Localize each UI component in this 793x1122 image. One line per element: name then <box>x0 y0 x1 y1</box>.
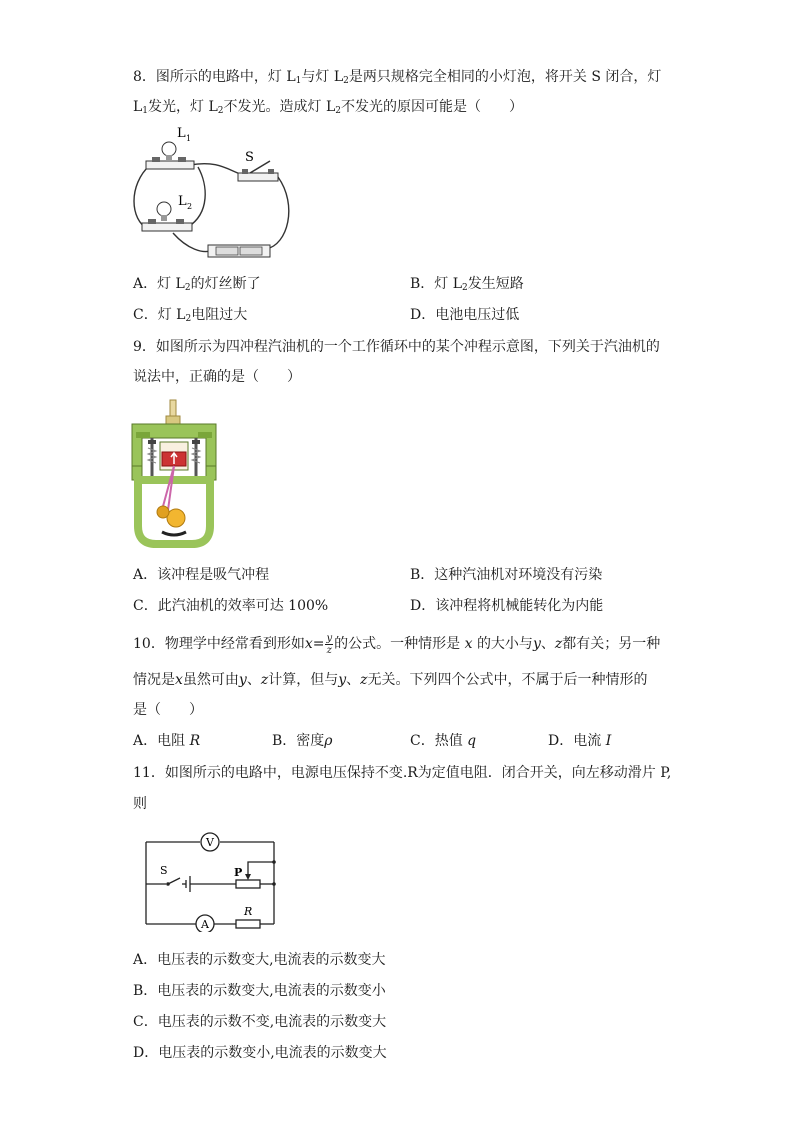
q8-opt-text: C．灯 L <box>133 307 186 323</box>
q10-opt-symbol: ρ <box>324 733 333 749</box>
q8-sub: 2 <box>335 106 341 116</box>
q10-option-d[interactable] <box>548 731 611 751</box>
q8-option-a[interactable] <box>133 274 261 298</box>
q8-stem-line1 <box>133 67 661 91</box>
q8-sub: 2 <box>217 106 224 116</box>
l2-label: L <box>178 194 187 209</box>
q8-opt-text: 电阻过大 <box>191 307 248 323</box>
q8-text: 是两只规格完全相同的小灯泡，将开关 S 闭合，灯 <box>348 69 662 85</box>
slider-arrow-icon <box>245 874 251 880</box>
q8-sub: 1 <box>295 76 302 86</box>
q8-option-d[interactable]: D．电池电压过低 <box>410 307 520 323</box>
q10-opt-text: C．热值 <box>410 733 468 749</box>
q8-sub: 1 <box>142 106 149 116</box>
bulb-icon <box>157 202 171 216</box>
q11-option-a[interactable]: A．电压表的示数变大,电流表的示数变大 <box>133 952 386 968</box>
q8-stem-line2 <box>133 97 523 121</box>
q10-stem-line3: 是（ ） <box>133 702 203 718</box>
q8-circuit-figure <box>128 125 294 265</box>
q8-text: 8．图所示的电路中，灯 L <box>133 69 296 85</box>
q10-opt-symbol: R <box>189 733 201 749</box>
q8-opt-text: A．灯 L <box>133 276 185 292</box>
q10-text: 都有关；另一种 <box>562 636 661 652</box>
ammeter-label: A <box>201 918 209 931</box>
q10-opt-text: D．电流 <box>548 733 606 749</box>
q10-text: 、 <box>346 672 361 688</box>
q8-text: L <box>133 99 143 115</box>
formula-lhs: x= <box>304 636 325 652</box>
q9-stem-line1: 9．如图所示为四冲程汽油机的一个工作循环中的某个冲程示意图，下列关于汽油机的 <box>133 339 660 355</box>
q9-option-b[interactable]: B．这种汽油机对环境没有污染 <box>410 567 603 583</box>
switch-base <box>238 173 278 181</box>
q10-option-c[interactable] <box>410 731 476 751</box>
var-z: z <box>260 672 269 688</box>
q10-text: 的大小与 <box>476 636 533 652</box>
var-z: z <box>554 636 563 652</box>
q10-option-a[interactable] <box>133 731 200 751</box>
q11-circuit-figure <box>140 832 280 932</box>
q8-opt-sub: 2 <box>462 283 468 293</box>
q8-opt-sub: 2 <box>184 283 191 293</box>
crankshaft-icon <box>167 509 185 527</box>
q10-option-b[interactable] <box>272 731 333 751</box>
q10-stem-line2 <box>133 670 648 690</box>
q10-text: 计算，但与 <box>268 672 339 688</box>
q8-text: 与灯 L <box>301 69 344 85</box>
l1-label: L <box>177 126 186 141</box>
formula-denominator: z <box>326 644 332 656</box>
q10-text: 情况是 <box>133 672 175 688</box>
q8-sub: 2 <box>343 76 349 86</box>
q10-text: 、 <box>540 636 555 652</box>
q10-text: 无关。下列四个公式中，不属于后一种情形的 <box>367 672 648 688</box>
spark-plug-icon <box>170 400 176 416</box>
q8-option-c[interactable] <box>133 305 247 329</box>
voltmeter-label: V <box>206 836 214 849</box>
var-x: x <box>464 636 473 652</box>
q10-opt-symbol: q <box>467 733 477 749</box>
q8-opt-text: 的灯丝断了 <box>190 276 261 292</box>
q9-option-c[interactable]: C．此汽油机的效率可达 100% <box>133 598 329 614</box>
q9-option-a[interactable]: A．该冲程是吸气冲程 <box>133 567 270 583</box>
q10-opt-text: B．密度 <box>272 733 325 749</box>
var-z: z <box>360 672 368 688</box>
rheostat <box>236 880 260 888</box>
q10-stem-line1 <box>133 632 660 656</box>
q11-option-d[interactable]: D．电压表的示数变小,电流表的示数变大 <box>133 1045 387 1061</box>
switch-label: S <box>160 864 168 877</box>
bulb-icon <box>162 142 176 156</box>
resistor-r <box>236 920 260 928</box>
q10-text: 虽然可由 <box>182 672 239 688</box>
l2-base <box>142 223 192 231</box>
q11-option-c[interactable]: C．电压表的示数不变,电流表的示数变大 <box>133 1014 387 1030</box>
var-y: y <box>338 672 347 688</box>
q10-opt-text: A．电阻 <box>133 733 190 749</box>
switch-s <box>168 878 180 884</box>
l2-sub: 2 <box>187 202 193 211</box>
q8-option-b[interactable] <box>410 274 524 298</box>
q8-opt-sub: 2 <box>185 314 192 324</box>
q10-opt-symbol: I <box>605 733 612 749</box>
var-y: y <box>532 636 541 652</box>
q9-engine-figure <box>126 398 222 550</box>
formula-fraction <box>325 633 333 656</box>
q8-text: 发光，灯 L <box>148 99 218 115</box>
q11-stem-line1: 11．如图所示的电路中，电源电压保持不变.R为定值电阻．闭合开关，向左移动滑片 P, <box>133 765 672 781</box>
q8-text: 不发光的原因可能是（ ） <box>341 99 523 115</box>
q8-opt-text: B．灯 L <box>410 276 463 292</box>
slider-label: P <box>234 866 243 879</box>
var-x: x <box>175 672 183 688</box>
resistor-label: R <box>244 905 253 918</box>
q10-text: 10．物理学中经常看到形如 <box>133 636 305 652</box>
q11-option-b[interactable]: B．电压表的示数变大,电流表的示数变小 <box>133 983 386 999</box>
q10-text: 、 <box>246 672 261 688</box>
l1-sub: 1 <box>186 134 192 143</box>
q9-stem-line2: 说法中，正确的是（ ） <box>133 369 301 385</box>
q11-stem-line2: 则 <box>133 796 147 812</box>
l1-base <box>146 161 194 169</box>
q10-text: 的公式。一种情形是 <box>334 636 461 652</box>
q8-opt-text: 发生短路 <box>467 276 524 292</box>
q9-option-d[interactable]: D．该冲程将机械能转化为内能 <box>410 598 604 614</box>
switch-label: S <box>245 150 254 165</box>
formula-numerator: y <box>326 632 333 644</box>
q8-text: 不发光。造成灯 L <box>223 99 336 115</box>
var-y: y <box>238 672 247 688</box>
